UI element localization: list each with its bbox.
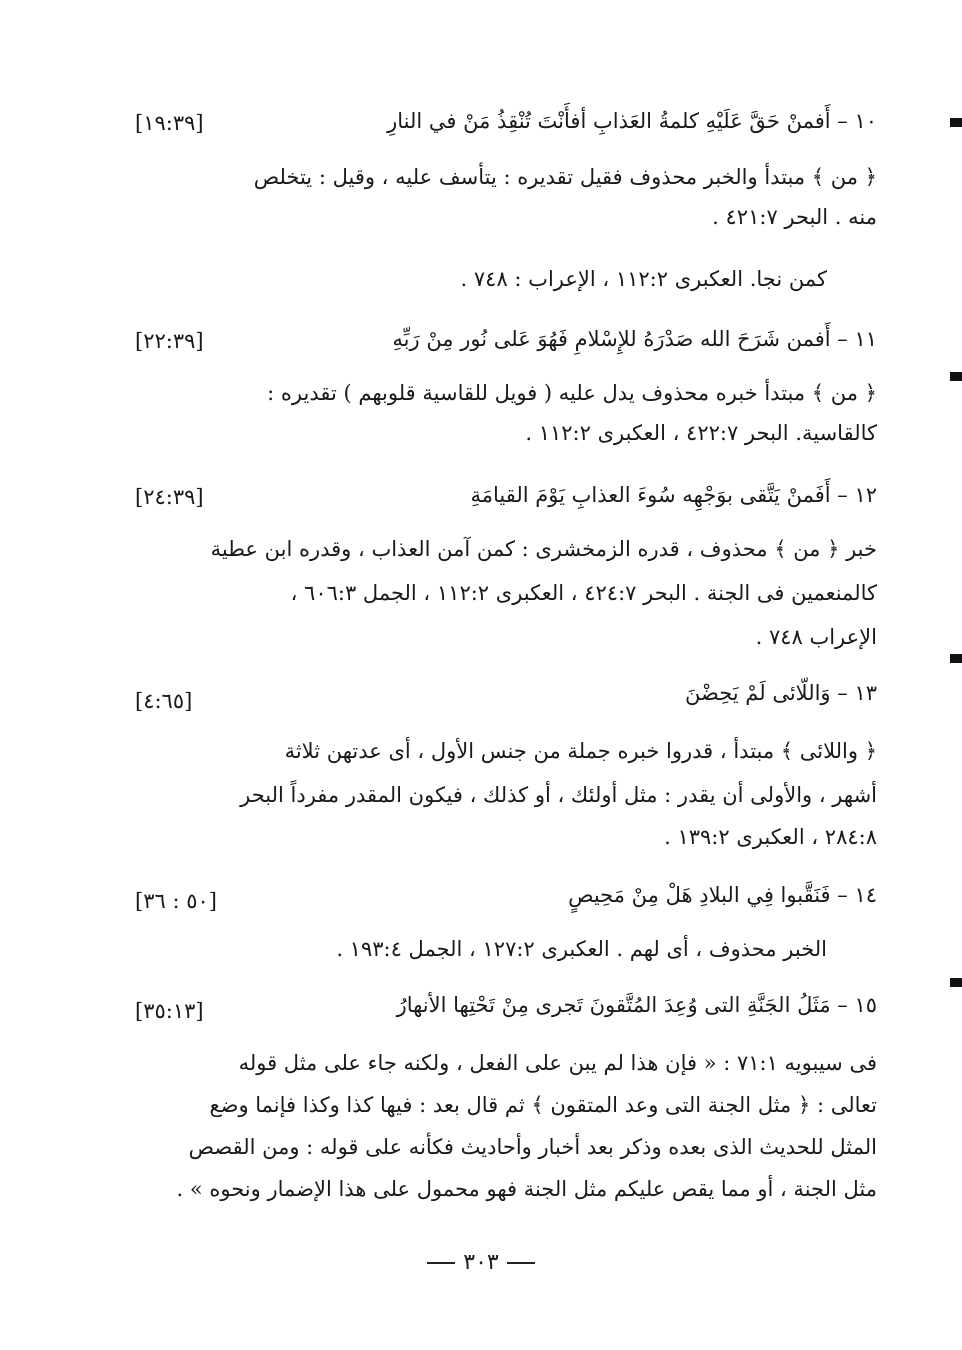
commentary-line: الخبر محذوف ، أى لهم . العكبرى ١٢٧:٢ ، الجمل ١٩٣:٤ . xyxy=(336,937,827,961)
footer-dash xyxy=(507,1262,535,1264)
verse-reference: [٥٠ : ٣٦] xyxy=(135,889,217,913)
page-footer xyxy=(0,1250,962,1275)
commentary-line: كالمنعمين فى الجنة . البحر ٤٢٤:٧ ، العكبرى ١١٢:٢ ، الجمل ٦٠٦:٣ ، xyxy=(290,581,877,605)
commentary-line: ﴿ واللائى ﴾ مبتدأ ، قدروا خبره جملة من جنس الأول ، أى عدتهن ثلاثة xyxy=(284,739,877,763)
verse-reference: [٢٢:٣٩] xyxy=(135,329,204,353)
verse-line: ١٤ – فَنَقَّبوا فِي البلادِ هَلْ مِنْ مَحِيصٍ xyxy=(568,883,877,907)
margin-mark xyxy=(950,118,962,127)
verse-line: ١٢ – أَفَمنْ يَتَّقى بوَجْهِه سُوءَ العذابِ يَوْمَ القيامَةِ xyxy=(470,483,877,507)
margin-mark xyxy=(950,372,962,381)
commentary-line: فى سيبويه ٧١:١ : « فإن هذا لم يبن على الفعل ، ولكنه جاء على مثل قوله xyxy=(238,1051,877,1075)
verse-reference: [٢٤:٣٩] xyxy=(135,485,204,509)
commentary-line: تعالى : ﴿ مثل الجنة التى وعد المتقون ﴾ ثم قال بعد : فيها كذا وكذا فإنما وضع xyxy=(209,1093,877,1117)
commentary-line: ٢٨٤:٨ ، العكبرى ١٣٩:٢ . xyxy=(664,825,877,849)
verse-line: ١٥ – مَثَلُ الجَنَّةِ التى وُعِدَ المُتَّقونَ تَجرى مِنْ تَحْتِها الأنهارُ xyxy=(396,993,877,1017)
verse-line: ١١ – أَفمن شَرَحَ الله صَدْرَهُ للإِسْلامِ فَهُوَ عَلى نُور مِنْ رَبِّهِ xyxy=(392,327,877,351)
verse-line: ١٣ – وَاللّائى لَمْ يَحِضْنَ xyxy=(685,681,877,705)
commentary-line: مثل الجنة ، أو مما يقص عليكم مثل الجنة فهو محمول على هذا الإضمار ونحوه » . xyxy=(176,1177,877,1201)
commentary-line: المثل للحديث الذى بعده وذكر بعد أخبار وأحاديث فكأنه على قوله : ومن القصص xyxy=(188,1135,877,1159)
commentary-line: أشهر ، والأولى أن يقدر : مثل أولئك ، أو كذلك ، فيكون المقدر مفرداً البحر xyxy=(240,783,877,807)
commentary-line: ﴿ من ﴾ مبتدأ والخبر محذوف فقيل تقديره : يتأسف عليه ، وقيل : يتخلص xyxy=(253,165,877,189)
verse-reference: [١٩:٣٩] xyxy=(135,111,204,135)
verse-reference: [٤:٦٥] xyxy=(135,689,193,713)
page-number: ٣٠٣ xyxy=(463,1250,499,1275)
margin-mark xyxy=(950,654,962,663)
commentary-line: كمن نجا. العكبرى ١١٢:٢ ، الإعراب : ٧٤٨ . xyxy=(460,267,827,291)
verse-reference: [٣٥:١٣] xyxy=(135,999,204,1023)
verse-line: ١٠ – أَفمنْ حَقَّ عَلَيْهِ كلمةُ العَذابِ أفأَنْتَ تُنْقِذُ مَنْ في النارِ xyxy=(387,109,877,133)
commentary-line: خبر ﴿ من ﴾ محذوف ، قدره الزمخشرى : كمن آمن العذاب ، وقدره ابن عطية xyxy=(210,537,877,561)
margin-mark xyxy=(950,978,962,987)
footer-dash xyxy=(427,1262,455,1264)
commentary-line: منه . البحر ٤٢١:٧ . xyxy=(712,205,877,229)
commentary-line: الإعراب ٧٤٨ . xyxy=(755,625,877,649)
commentary-line: ﴿ من ﴾ مبتدأ خبره محذوف يدل عليه ( فويل للقاسية قلوبهم ) تقديره : xyxy=(267,381,877,405)
commentary-line: كالقاسية. البحر ٤٢٢:٧ ، العكبرى ١١٢:٢ . xyxy=(525,421,877,445)
